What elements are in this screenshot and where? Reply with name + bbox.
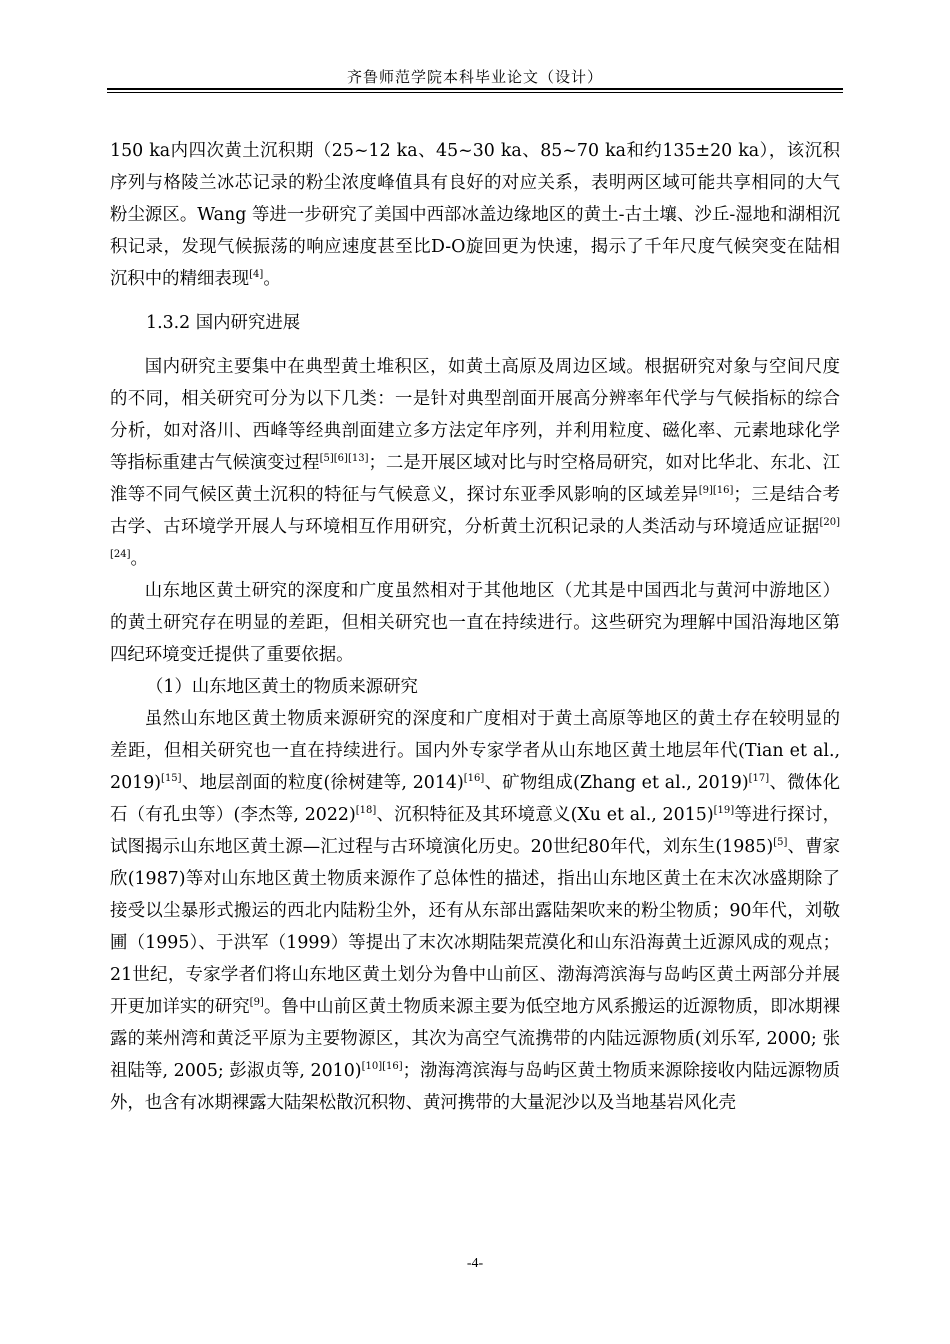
body-text <box>110 135 840 1119</box>
citation: [18] <box>355 805 377 817</box>
citation: [19] <box>713 805 735 817</box>
header-rule-thick <box>107 88 843 90</box>
citation: [9] <box>249 997 264 1009</box>
citation: [16] <box>463 773 485 785</box>
citation: [17] <box>748 773 770 785</box>
paragraph-material-source: 虽然山东地区黄土物质来源研究的深度和广度相对于黄土高原等地区的黄土存在较明显的差距，但相关研究也一直在持续进行。国内外专家学者从山东地区黄土地层年代(Tian et al., 2019)[15]、地层剖面的粒度(徐树建等, 2014)[16]、矿物组成(Zhang et al., 2019)[17]、微体化石（有孔虫等）(李杰等, 2022)[18]、沉积特征及其环境意义(Xu et al., 2015)[19]等进行探讨，试图揭示山东地区黄土源—汇过程与古环境演化历史。20世纪80年代，刘东生(1985)[5]、曹家欣(1987)等对山东地区黄土物质来源作了总体性的描述，指出山东地区黄土在末次冰盛期除了接受以尘暴形式搬运的西北内陆粉尘外，还有从东部出露陆架吹来的粉尘物质；90年代，刘敬圃（1995）、于洪军（1999）等提出了末次冰期陆架荒漠化和山东沿海黄土近源风成的观点；21世纪，专家学者们将山东地区黄土划分为鲁中山前区、渤海湾滨海与岛屿区黄土两部分并展开更加详实的研究[9]。鲁中山前区黄土物质来源主要为低空地方风系搬运的近源物质，即冰期裸露的莱州湾和黄泛平原为主要物源区，其次为高空气流携带的内陆远源物质(刘乐军, 2000; 张祖陆等, 2005; 彭淑贞等, 2010)[10][16]；渤海湾滨海与岛屿区黄土物质来源除接收内陆远源物质外，也含有冰期裸露大陆架松散沉积物、黄河携带的大量泥沙以及当地基岩风化壳 <box>110 709 840 1113</box>
citation: [15] <box>161 773 182 785</box>
page-number: -4- <box>466 1256 484 1271</box>
paragraph-foreign-research-end: 150 ka内四次黄土沉积期（25~12 ka、45~30 ka、85~70 ka和约135±20 ka），该沉积序列与格陵兰冰芯记录的粉尘浓度峰值具有良好的对应关系，表明两区域可能共享相同的大气粉尘源区。Wang 等进一步研究了美国中西部冰盖边缘地区的黄土-古土壤、沙丘-湿地和湖相沉积记录，发现气候振荡的响应速度甚至比D-O旋回更为快速，揭示了千年尺度气候突变在陆相沉积中的精细表现[4]。 <box>110 141 840 289</box>
citation: [10][16] <box>361 1061 403 1073</box>
page-header: 齐鲁师范学院本科毕业论文（设计） <box>346 68 603 86</box>
header-rule-thin <box>107 92 843 93</box>
subheading-material-source: （1）山东地区黄土的物质来源研究 <box>146 677 418 697</box>
section-heading-1-3-2: 1.3.2 国内研究进展 <box>146 313 301 333</box>
paragraph-domestic-research: 国内研究主要集中在典型黄土堆积区，如黄土高原及周边区域。根据研究对象与空间尺度的不同，相关研究可分为以下几类：一是针对典型剖面开展高分辨率年代学与气候指标的综合分析，如对洛川、西峰等经典剖面建立多方法定年序列，并利用粒度、磁化率、元素地球化学等指标重建古气候演变过程[5][6][13]；二是开展区域对比与时空格局研究，如对比华北、东北、江淮等不同气候区黄土沉积的特征与气候意义，探讨东亚季风影响的区域差异[9][16]；三是结合考古学、古环境学开展人与环境相互作用研究，分析黄土沉积记录的人类活动与环境适应证据[20][24]。 <box>110 357 840 569</box>
citation: [9][16] <box>698 485 734 497</box>
citation: [20][24] <box>110 517 840 561</box>
citation: [5] <box>773 837 788 849</box>
citation: [5][6][13] <box>319 453 369 465</box>
paragraph-shandong-overview: 山东地区黄土研究的深度和广度虽然相对于其他地区（尤其是中国西北与黄河中游地区）的黄土研究存在明显的差距，但相关研究也一直在持续进行。这些研究为理解中国沿海地区第四纪环境变迁提供了重要依据。 <box>110 581 840 665</box>
citation: [4] <box>249 269 264 281</box>
